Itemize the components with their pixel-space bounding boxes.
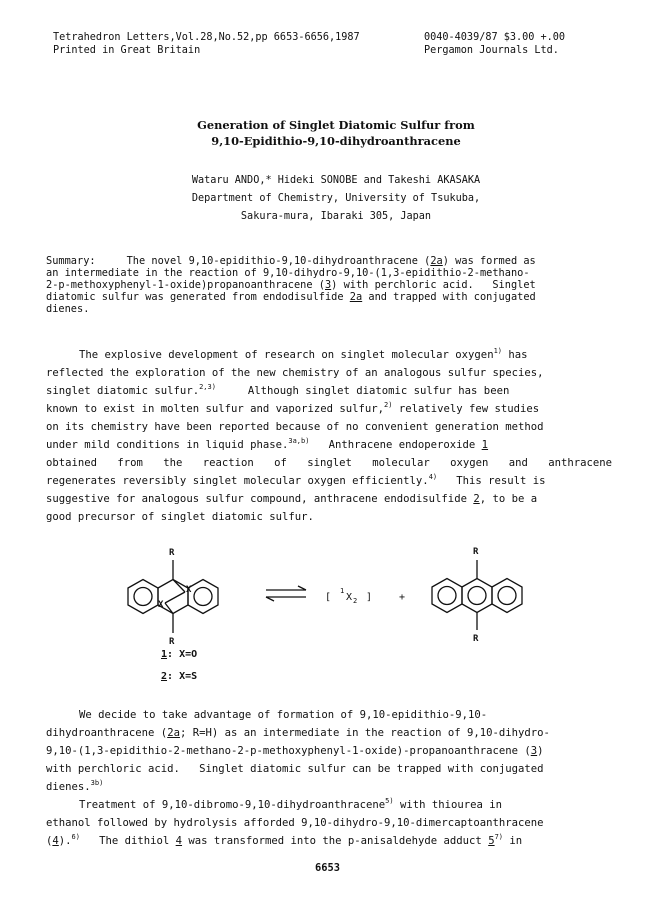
author-address: Sakura-mura, Ibaraki 305, Japan bbox=[240, 211, 432, 222]
page-number: 6653 bbox=[315, 862, 341, 874]
body-line: under mild conditions in liquid phase.$^{3a,b)}$ Anthracene endoperoxide 1 bbox=[46, 437, 489, 451]
bracket-close: ] bbox=[366, 592, 373, 603]
body-line: dienes.$^{3b)}$ bbox=[46, 779, 104, 793]
summary-line: dienes. bbox=[46, 303, 90, 315]
compound-label-2: 2: X=S bbox=[161, 671, 198, 682]
publisher: Pergamon Journals Ltd. bbox=[424, 45, 559, 56]
bridge-atom-label: X bbox=[186, 585, 192, 595]
substituent-r-label: R bbox=[473, 547, 479, 557]
author-names: Wataru ANDO,* Hideki SONOBE and Takeshi AKASAKA bbox=[191, 175, 481, 186]
bracket-open: [ bbox=[325, 592, 332, 603]
singlet-superscript: 1 bbox=[340, 587, 345, 595]
body-line: dihydroanthracene (2a; R=H) as an intermediate in the reaction of 9,10-dihydro- bbox=[46, 727, 550, 739]
equilibrium-arrows bbox=[266, 586, 306, 601]
body-line: suggestive for analogous sulfur compound, anthracene endodisulfide 2, to be a bbox=[46, 493, 538, 505]
printed-location: Printed in Great Britain bbox=[53, 45, 201, 56]
summary-line: an intermediate in the reaction of 9,10-dihydro-9,10-(1,3-epidithio-2-methano- bbox=[46, 267, 530, 279]
body-line: ethanol followed by hydrolysis afforded 9,10-dihydro-9,10-dimercaptoanthracene bbox=[46, 817, 544, 829]
compound-label-1: 1: X=O bbox=[161, 649, 198, 660]
body-line: good precursor of singlet diatomic sulfur. bbox=[46, 511, 314, 523]
article-title-line1: Generation of Singlet Diatomic Sulfur from bbox=[197, 118, 475, 132]
bridge-atom-label: X bbox=[158, 600, 164, 610]
anthracene-endo-structure bbox=[128, 560, 218, 633]
plus-sign: + bbox=[399, 592, 406, 603]
body-line: obtained from the reaction of singlet molecular oxygen and anthracene bbox=[46, 457, 612, 469]
body-line: reflected the exploration of the new chemistry of an analogous sulfur species, bbox=[46, 367, 544, 379]
diatomic-subscript: 2 bbox=[353, 597, 358, 605]
diatomic-species: X bbox=[346, 592, 353, 603]
body-line: The explosive development of research on singlet molecular oxygen$^{1)}$ has bbox=[79, 347, 528, 361]
body-line: singlet diatomic sulfur.$^{2,3)}$ Although singlet diatomic sulfur has been bbox=[46, 383, 510, 397]
reaction-scheme bbox=[110, 540, 550, 690]
substituent-r-label: R bbox=[473, 634, 479, 644]
body-line: Treatment of 9,10-dibromo-9,10-dihydroanthracene$^{5)}$ with thiourea in bbox=[79, 797, 503, 811]
summary-line: 2-p-methoxyphenyl-1-oxide)propanoanthracene (3) with perchloric acid. Singlet bbox=[46, 279, 536, 291]
body-line: known to exist in molten sulfur and vaporized sulfur,$^{2)}$ relatively few studies bbox=[46, 401, 540, 415]
body-line: with perchloric acid. Singlet diatomic sulfur can be trapped with conjugated bbox=[46, 763, 544, 775]
summary-line: Summary: The novel 9,10-epidithio-9,10-dihydroanthracene (2a) was formed as bbox=[46, 255, 536, 267]
body-line: (4).$^{6)}$ The dithiol 4 was transformed into the p-anisaldehyde adduct 5$^{7)}$ in bbox=[46, 833, 523, 847]
summary-line: diatomic sulfur was generated from endodisulfide 2a and trapped with conjugated bbox=[46, 291, 536, 303]
substituent-r-label: R bbox=[169, 637, 175, 647]
body-line: We decide to take advantage of formation of 9,10-epidithio-9,10- bbox=[79, 709, 488, 721]
body-line: 9,10-(1,3-epidithio-2-methano-2-p-methoxyphenyl-1-oxide)-propanoanthracene (3) bbox=[46, 745, 544, 757]
body-line: on its chemistry have been reported because of no convenient generation method bbox=[46, 421, 544, 433]
journal-citation: Tetrahedron Letters,Vol.28,No.52,pp 6653-6656,1987 bbox=[53, 32, 360, 43]
substituent-r-label: R bbox=[169, 548, 175, 558]
author-department: Department of Chemistry, University of Tsukuba, bbox=[191, 193, 481, 204]
body-line: regenerates reversibly singlet molecular oxygen efficiently.$^{4)}$ This result is bbox=[46, 473, 546, 487]
anthracene-structure bbox=[432, 560, 522, 630]
article-title-line2: 9,10-Epidithio-9,10-dihydroanthracene bbox=[211, 134, 461, 148]
price-code: 0040-4039/87 $3.00 +.00 bbox=[424, 32, 566, 43]
